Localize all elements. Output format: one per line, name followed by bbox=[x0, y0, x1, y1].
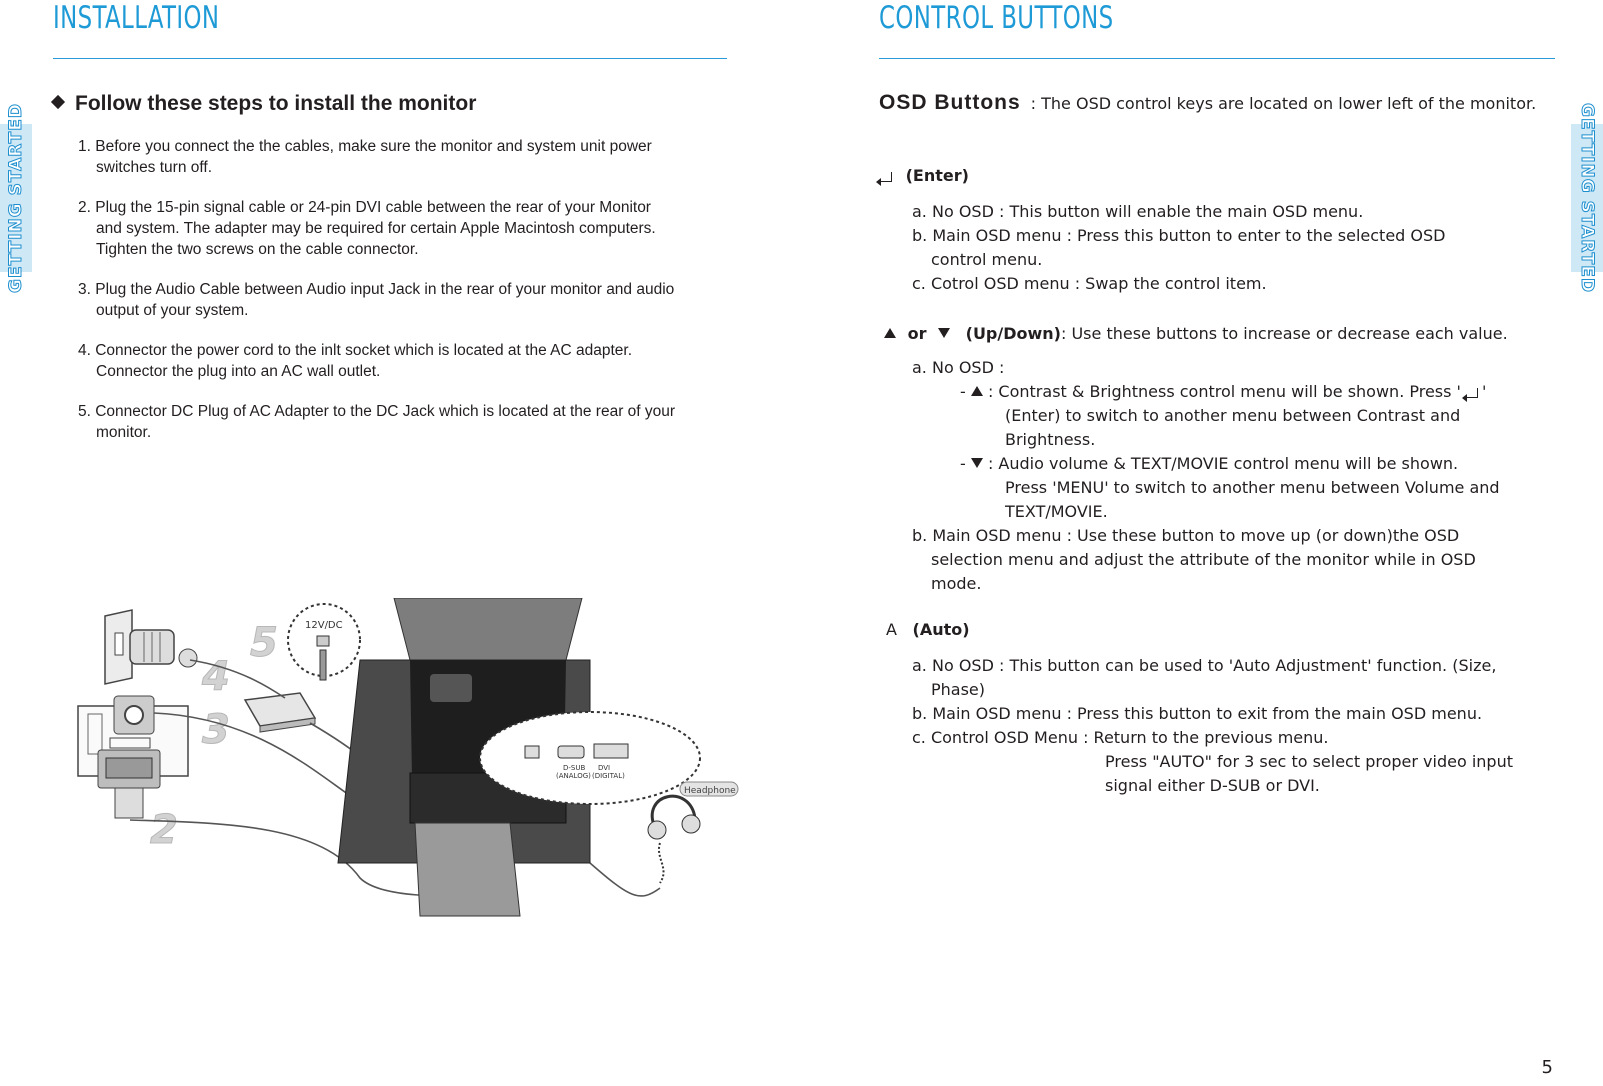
dc-plug-icon bbox=[320, 650, 326, 680]
side-tab-left bbox=[0, 103, 32, 293]
auto-a1: a. No OSD : This button can be used to 'Auto Adjustment' function. (Size, bbox=[912, 656, 1497, 675]
analog-label: (ANALOG) bbox=[556, 772, 591, 780]
installation-diagram bbox=[70, 598, 760, 948]
updown-dn-line2: Press 'MENU' to switch to another menu between Volume and bbox=[1005, 478, 1500, 497]
enter-icon bbox=[879, 172, 892, 182]
dsub-label: D-SUB bbox=[563, 764, 586, 772]
enter-b1: b. Main OSD menu : Press this button to enter to the selected OSD bbox=[912, 226, 1446, 245]
ports-callout bbox=[480, 712, 700, 804]
updown-title: (Up/Down) bbox=[965, 324, 1061, 343]
updown-dn-text: : Audio volume & TEXT/MOVIE control menu will be shown. bbox=[987, 454, 1459, 473]
auto-icon: A bbox=[886, 620, 897, 639]
installation-title: INSTALLATION bbox=[53, 0, 220, 36]
install-heading bbox=[53, 92, 476, 116]
updown-up-line2: (Enter) to switch to another menu between Contrast and bbox=[1005, 406, 1461, 425]
enter-title: (Enter) bbox=[905, 166, 969, 185]
left-title-rule bbox=[53, 58, 727, 59]
up-arrow-small-icon bbox=[971, 386, 983, 396]
headphone-label: Headphone bbox=[684, 786, 736, 796]
osd-intro-text: : The OSD control keys are located on lower left of the monitor. bbox=[1030, 94, 1537, 113]
down-arrow-icon bbox=[938, 328, 950, 338]
install-step-4: 4. Connector the power cord to the inlt socket which is located at the AC adapter. Connector the plug into an AC wall outlet. bbox=[78, 342, 633, 380]
install-step-2: 2. Plug the 15-pin signal cable or 24-pin DVI cable between the rear of your Monitor and system. The adapter may be required for certain Apple Macintosh computers. Tighten the two screws on the cable connector. bbox=[78, 199, 656, 258]
updown-up-line1 bbox=[960, 380, 1486, 404]
wall-outlet-icon bbox=[105, 610, 132, 684]
down-arrow-small-icon bbox=[971, 458, 983, 468]
auto-heading bbox=[886, 620, 970, 639]
control-buttons-title: CONTROL BUTTONS bbox=[879, 0, 1114, 36]
updown-b3: mode. bbox=[931, 574, 982, 593]
ac-adapter-icon bbox=[245, 693, 315, 732]
updown-up-dash: - bbox=[960, 382, 971, 401]
dc-jack-icon bbox=[317, 636, 329, 646]
headphone-icon bbox=[648, 796, 700, 883]
auto-b: b. Main OSD menu : Press this button to exit from the main OSD menu. bbox=[912, 704, 1483, 723]
updown-b1: b. Main OSD menu : Use these button to move up (or down)the OSD bbox=[912, 526, 1460, 545]
side-tab-right bbox=[1571, 103, 1603, 293]
updown-up-line3: Brightness. bbox=[1005, 430, 1096, 449]
updown-up-quote: ' bbox=[1481, 382, 1487, 401]
dvi-port-icon bbox=[594, 744, 628, 758]
page-number: 5 bbox=[1541, 1057, 1553, 1078]
step-number-4: 4 bbox=[202, 654, 230, 700]
osd-buttons-title: OSD Buttons bbox=[879, 91, 1021, 114]
install-heading-text: Follow these steps to install the monitor bbox=[75, 92, 477, 115]
updown-heading bbox=[884, 322, 1508, 346]
updown-desc: : Use these buttons to increase or decrease each value. bbox=[1060, 324, 1508, 343]
audio-port-icon bbox=[525, 746, 539, 758]
digital-label: (DIGITAL) bbox=[592, 772, 625, 780]
diamond-bullet-icon bbox=[51, 95, 65, 109]
updown-dn-line1 bbox=[960, 452, 1458, 476]
updown-or: or bbox=[907, 324, 927, 343]
enter-a: a. No OSD : This button will enable the main OSD menu. bbox=[912, 202, 1364, 221]
osd-intro bbox=[879, 90, 1551, 117]
updown-dn-line3: TEXT/MOVIE. bbox=[1005, 502, 1108, 521]
updown-a: a. No OSD : bbox=[912, 358, 1005, 377]
side-tab-left-label: GETTING STARTED bbox=[6, 103, 26, 293]
enter-b2: control menu. bbox=[931, 250, 1043, 269]
enter-c: c. Cotrol OSD menu : Swap the control item. bbox=[912, 274, 1267, 293]
auto-c3: signal either D-SUB or DVI. bbox=[1105, 776, 1320, 795]
install-step-1: 1. Before you connect the the cables, make sure the monitor and system unit power switches turn off. bbox=[78, 138, 652, 176]
auto-a2: Phase) bbox=[931, 680, 986, 699]
updown-b2: selection menu and adjust the attribute of the monitor while in OSD bbox=[931, 550, 1476, 569]
auto-c: c. Control OSD Menu : Return to the previous menu. bbox=[912, 728, 1329, 747]
updown-dn-dash: - bbox=[960, 454, 971, 473]
dc-label: 12V/DC bbox=[305, 620, 343, 631]
install-step-5: 5. Connector DC Plug of AC Adapter to the DC Jack which is located at the rear of your monitor. bbox=[78, 403, 676, 441]
dvi-label: DVI bbox=[598, 764, 611, 772]
power-plug-icon bbox=[130, 630, 197, 667]
enter-inline-icon bbox=[1465, 388, 1478, 398]
side-tab-right-label: GETTING STARTED bbox=[1577, 103, 1597, 293]
auto-c2: Press "AUTO" for 3 sec to select proper video input bbox=[1105, 752, 1513, 771]
up-arrow-icon bbox=[884, 328, 896, 338]
install-step-3: 3. Plug the Audio Cable between Audio input Jack in the rear of your monitor and audio output of your system. bbox=[78, 281, 675, 319]
dsub-port-icon bbox=[558, 746, 584, 758]
step-number-5: 5 bbox=[250, 620, 278, 666]
enter-heading bbox=[879, 166, 969, 185]
updown-up-text: : Contrast & Brightness control menu will be shown. Press ' bbox=[987, 382, 1461, 401]
right-title-rule bbox=[879, 58, 1555, 59]
install-steps bbox=[78, 136, 678, 462]
step-number-2: 2 bbox=[150, 807, 178, 853]
auto-title: (Auto) bbox=[912, 620, 970, 639]
step-number-3: 3 bbox=[202, 707, 230, 753]
